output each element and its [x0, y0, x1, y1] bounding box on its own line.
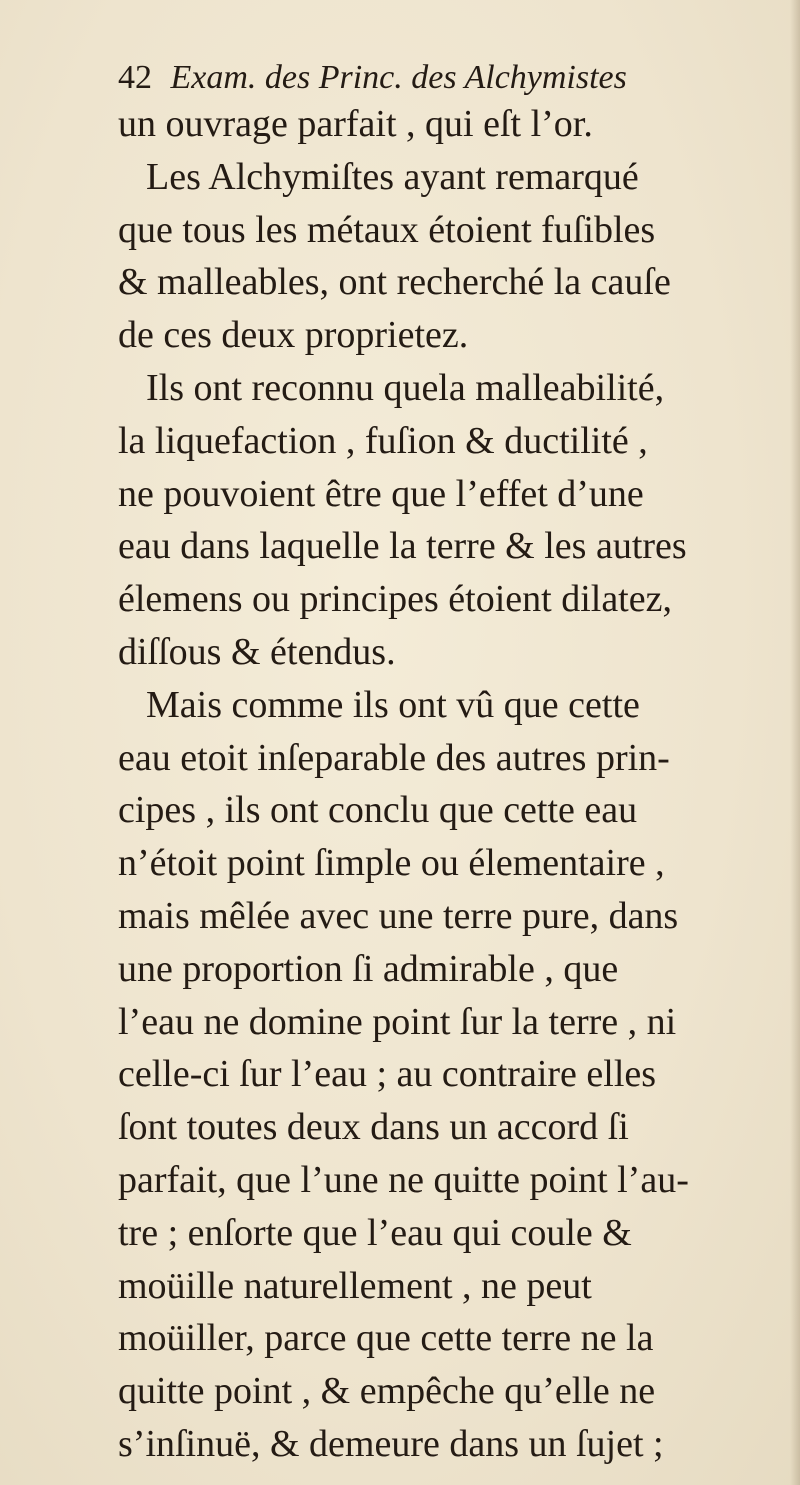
text-line: un ouvrage parfait , qui eſt l’or.	[118, 103, 593, 145]
text-line: quitte point , & empêche qu’elle ne	[118, 1370, 656, 1413]
text-line: élemens ou principes étoient dilatez,	[118, 578, 672, 621]
text-line: l’eau ne domine point ſur la terre , ni	[118, 1000, 677, 1043]
page-edge-shadow	[790, 0, 800, 1485]
text-line: la liquefaction , fuſion & ductilité ,	[118, 419, 648, 462]
text-line: une proportion ſi admirable , que	[118, 947, 619, 990]
text-line: mais mêlée avec une terre pure, dans	[118, 894, 679, 937]
text-line: moüille naturellement , ne peut	[118, 1264, 592, 1307]
text-line: moüiller, parce que cette terre ne la	[118, 1317, 654, 1360]
text-line: eau dans laquelle la terre & les autres	[118, 525, 687, 568]
text-line: ne pouvoient être que l’effet d’une	[118, 472, 644, 515]
text-line: tre ; enſorte que l’eau qui coule &	[118, 1211, 632, 1254]
text-line: Ils ont reconnu quela malleabilité,	[146, 366, 665, 409]
text-line: & malleables, ont recherché la cauſe	[118, 261, 671, 304]
text-line: ſont toutes deux dans un accord ſi	[118, 1106, 629, 1149]
text-line: Les Alchymiſtes ayant remarqué	[146, 155, 639, 198]
text-line: Mais comme ils ont vû que cette	[146, 683, 640, 726]
text-line: eau etoit inſeparable des autres prin-	[118, 736, 670, 779]
running-title: Exam. des Princ. des Alchymistes	[170, 59, 627, 96]
page-number: 42	[118, 59, 152, 96]
text-line: celle-ci ſur l’eau ; au contraire elles	[118, 1053, 657, 1096]
text-line: parfait, que l’une ne quitte point l’au-	[118, 1158, 689, 1201]
text-line: s’inſinuë, & demeure dans un ſujet ;	[118, 1422, 664, 1465]
body-text	[118, 98, 778, 1471]
text-line: n’étoit point ſimple ou élementaire ,	[118, 842, 665, 885]
text-line: que tous les métaux étoient fuſibles	[118, 208, 656, 251]
text-line: cipes , ils ont conclu que cette eau	[118, 789, 638, 832]
text-line: de ces deux proprietez.	[118, 314, 469, 357]
text-line: diſſous & étendus.	[118, 630, 396, 673]
